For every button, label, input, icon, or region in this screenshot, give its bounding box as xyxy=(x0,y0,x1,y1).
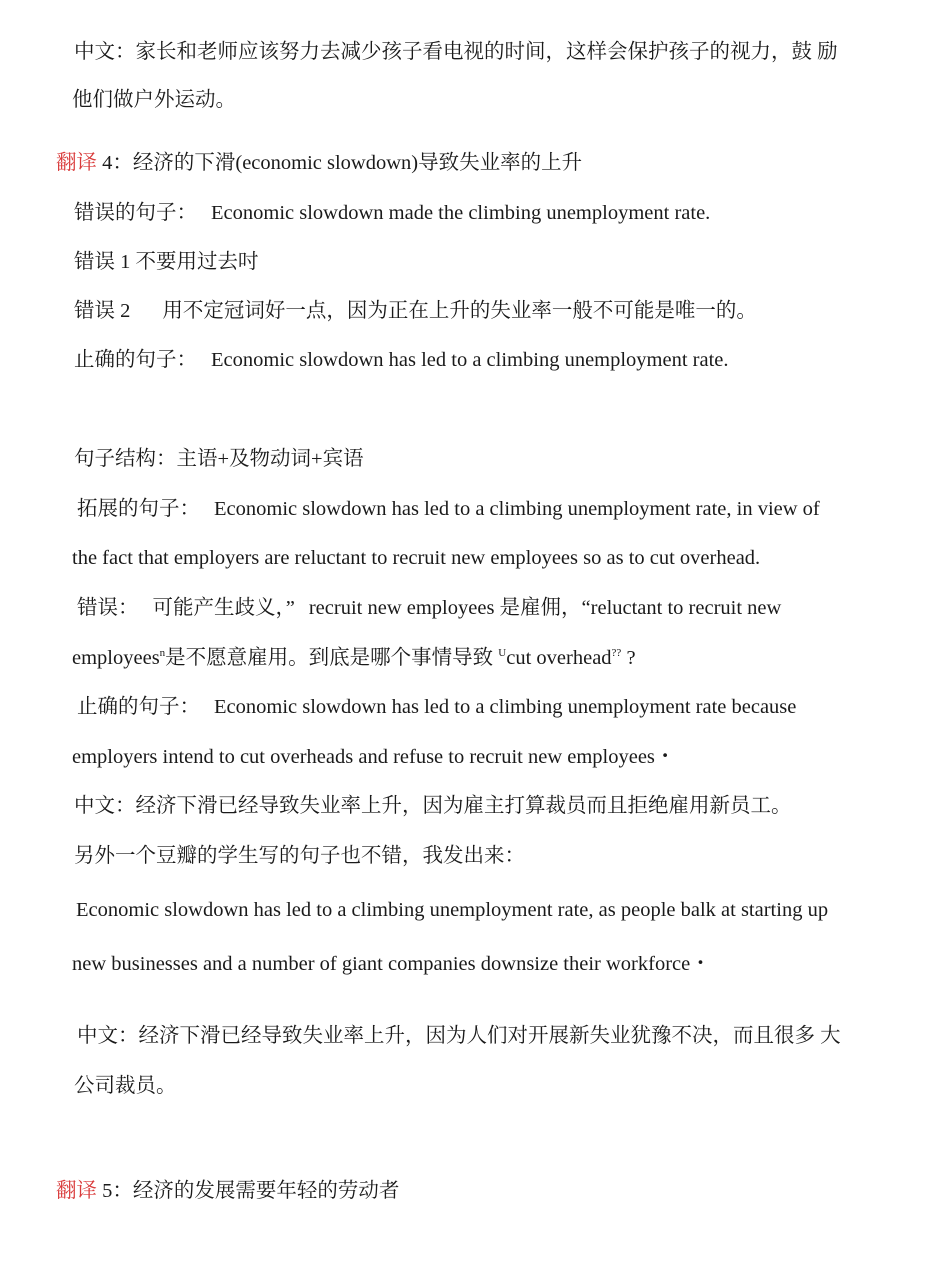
error-2-text: 用不定冠词好一点，因为正在上升的失业率一般不可能是唯一的。 xyxy=(162,300,757,322)
alternative-sentence-continuation: new businesses and a number of giant companies downsize their workforce・ xyxy=(72,953,711,975)
correct-sentence-text: Economic slowdown has led to a climbing unemployment rate. xyxy=(211,349,729,371)
error-2-label: 错误 2 xyxy=(74,300,131,322)
extended-sentence-continuation: the fact that employers are reluctant to recruit new employees so as to cut overhead. xyxy=(72,547,761,569)
superscript-mark: ?? xyxy=(611,647,622,659)
correct-sentence-2-line xyxy=(77,697,796,718)
correct-sentence-line xyxy=(74,350,729,371)
chinese-translation-line: 中文：经济下滑已经导致失业率上升，因为人们对开展新失业犹豫不决，而且很多 大 xyxy=(77,1025,841,1047)
error-1-line: 错误 1 不要用过去吋 xyxy=(74,251,259,273)
translation-label: 翻译 xyxy=(56,152,97,174)
chinese-translation-line: 中文：家长和老师应该努力去减少孩子看电视的时间，这样会保护孩子的视力，鼓 励 xyxy=(74,41,838,63)
error-3-phrase: employees xyxy=(72,647,160,669)
error-3-text-b: recruit new employees 是雇佣，“reluctant to recruit new xyxy=(308,597,782,619)
other-student-note: 另外一个豆瓣的学生写的句子也不错，我发出来： xyxy=(74,845,525,867)
wrong-sentence-text: Economic slowdown made the climbing unemployment rate. xyxy=(211,202,711,224)
extended-sentence-line xyxy=(77,499,820,520)
correct-sentence-2-continuation: employers intend to cut overheads and refuse to recruit new employees・ xyxy=(72,746,676,768)
wrong-sentence-line xyxy=(74,203,710,224)
extended-sentence-label: 拓展的句子： xyxy=(77,498,200,520)
extended-sentence-text: Economic slowdown has led to a climbing unemployment rate, in view of xyxy=(214,498,820,520)
error-2-line xyxy=(74,301,757,322)
correct-sentence-2-label: 止确的句子： xyxy=(77,696,200,718)
superscript-mark: U xyxy=(498,647,507,659)
error-3-phrase: ? xyxy=(621,647,636,669)
superscript-mark: n xyxy=(159,647,166,659)
translation-5-title: 5：经济的发展需要年轻的劳动者 xyxy=(97,1180,400,1202)
chinese-translation-line: 中文：经济下滑已经导致失业率上升，因为雇主打算裁员而且拒绝雇用新员工。 xyxy=(74,795,792,817)
error-3-text-a: 可能产生歧义，” xyxy=(152,597,295,619)
sentence-structure-line: 句子结构：主语+及物动词+宾语 xyxy=(74,448,364,470)
error-3-continuation xyxy=(72,648,636,669)
correct-sentence-label: 止确的句子： xyxy=(74,349,197,371)
chinese-translation-line: 他们做户外运动。 xyxy=(72,89,236,111)
translation-4-title: 4：经济的下滑(economic slowdown)导致失业率的上升 xyxy=(97,152,583,174)
correct-sentence-2-text: Economic slowdown has led to a climbing unemployment rate because xyxy=(214,696,797,718)
translation-5-heading xyxy=(56,1181,399,1202)
error-3-phrase: cut overhead xyxy=(506,647,612,669)
error-3-phrase: 是不愿意雇用。到底是哪个事情导致 xyxy=(165,647,499,669)
translation-label: 翻译 xyxy=(56,1180,97,1202)
error-3-label: 错误： xyxy=(77,597,139,619)
error-3-line xyxy=(77,598,781,619)
wrong-sentence-label: 错误的句子： xyxy=(74,202,197,224)
chinese-translation-line: 公司裁员。 xyxy=(74,1075,177,1097)
alternative-sentence-line: Economic slowdown has led to a climbing unemployment rate, as people balk at starting up xyxy=(76,899,829,921)
translation-4-heading xyxy=(56,153,582,174)
